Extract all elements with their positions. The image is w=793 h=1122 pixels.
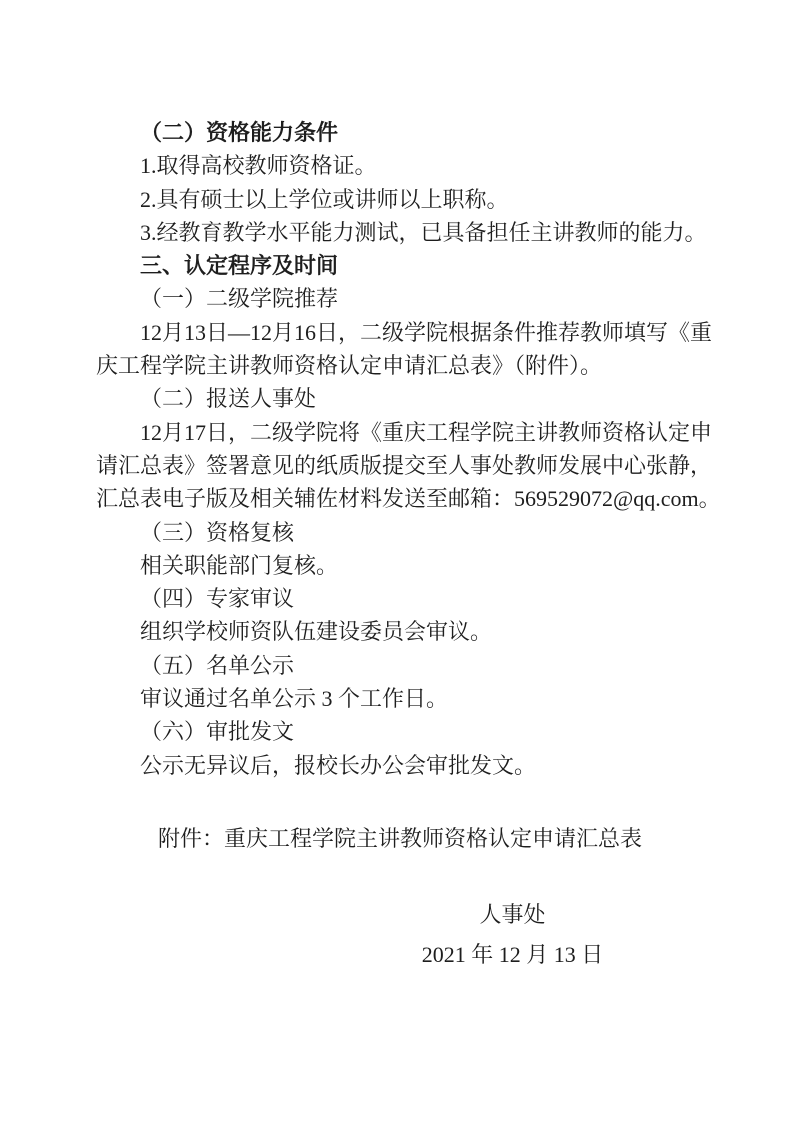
text-line: （一）二级学院推荐 — [140, 286, 339, 312]
text-line: 庆工程学院主讲教师资格认定申请汇总表》（附件）。 — [96, 353, 603, 379]
body-lines — [96, 116, 721, 782]
text-line: （五）名单公示 — [140, 652, 295, 678]
text-line: 3.经教育教学水平能力测试，已具备担任主讲教师的能力。 — [140, 219, 707, 245]
text-line: 2.具有硕士以上学位或讲师以上职称。 — [140, 186, 509, 212]
text-line: 汇总表电子版及相关辅佐材料发送至邮箱：569529072@qq.com。 — [96, 486, 721, 512]
text-line: 三、认定程序及时间 — [140, 253, 339, 279]
text-line: 组织学校师资队伍建设委员会审议。 — [140, 619, 493, 645]
attachment-line: 附件：重庆工程学院主讲教师资格认定申请汇总表 — [158, 825, 643, 851]
text-line: 审议通过名单公示 3 个工作日。 — [140, 686, 449, 712]
blank-line — [96, 782, 697, 822]
text-line: （六）审批发文 — [140, 719, 295, 745]
text-line: 相关职能部门复核。 — [140, 552, 339, 578]
text-line: 12月13日—12月16日，二级学院根据条件推荐教师填写《重 — [140, 319, 713, 345]
text-line: 1.取得高校教师资格证。 — [140, 153, 377, 179]
text-line: （三）资格复核 — [140, 519, 295, 545]
signature-department: 人事处 — [479, 902, 546, 928]
text-line: 请汇总表》签署意见的纸质版提交至人事处教师发展中心张静， — [96, 452, 713, 478]
blank-line — [96, 855, 697, 898]
text-line: 12月17日，二级学院将《重庆工程学院主讲教师资格认定申 — [140, 419, 713, 445]
text-line: 公示无异议后，报校长办公会审批发文。 — [140, 752, 537, 778]
signature-date: 2021 年 12 月 13 日 — [421, 941, 604, 967]
text-line: （四）专家审议 — [140, 586, 295, 612]
text-line: （二）资格能力条件 — [140, 120, 339, 145]
text-line: （二）报送人事处 — [140, 386, 317, 412]
